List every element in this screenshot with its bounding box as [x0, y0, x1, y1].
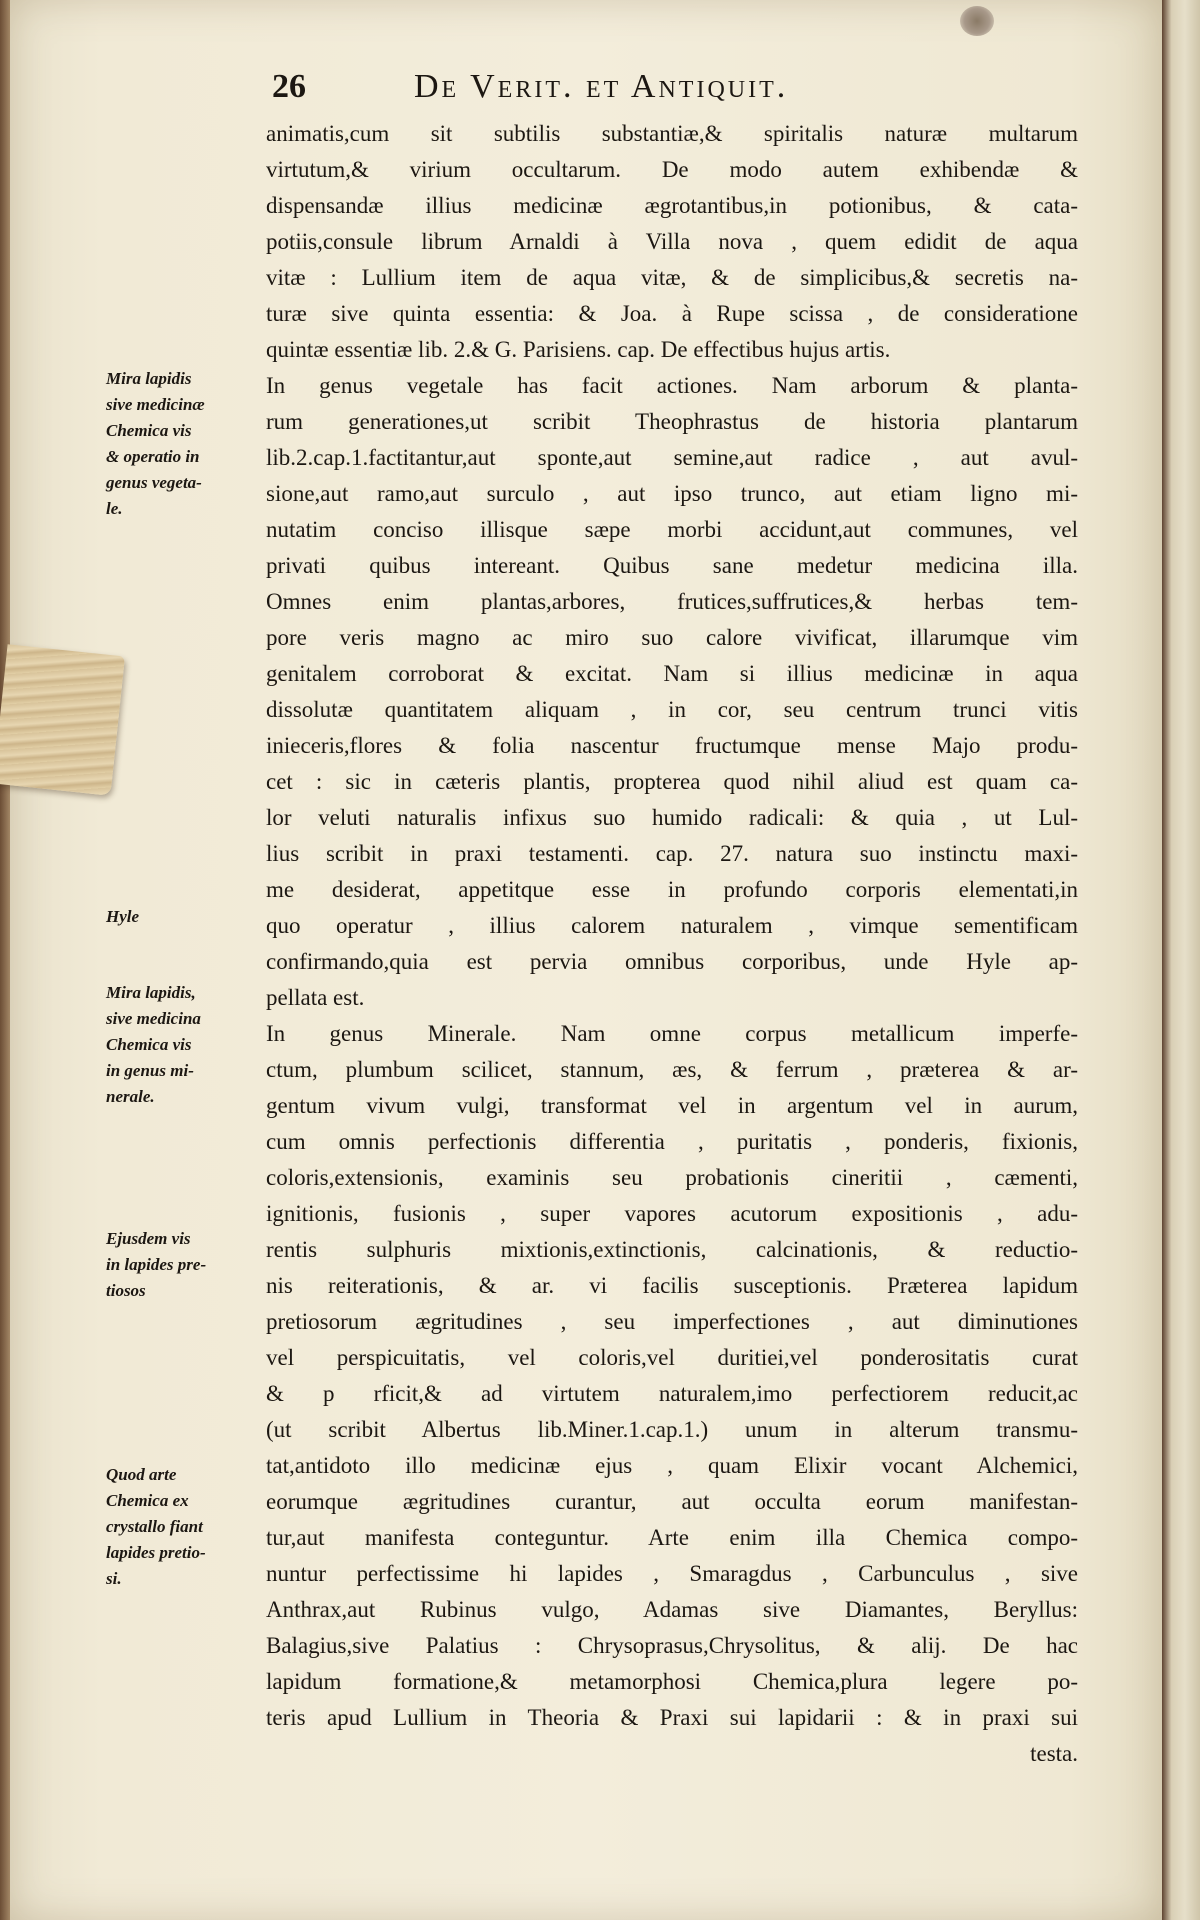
margin-note-line: & operatio in	[106, 447, 200, 466]
margin-note-line: in lapides pre-	[106, 1255, 207, 1274]
text-line: ctum, plumbum scilicet, stannum, æs, & ferrum , præterea & ar-	[266, 1057, 1078, 1082]
text-line: rum generationes,ut scribit Theophrastus de historia plantarum	[266, 409, 1078, 434]
text-line: Omnes enim plantas,arbores, frutices,suffrutices,& herbas tem-	[266, 589, 1078, 614]
margin-note-hyle	[106, 904, 258, 930]
margin-note-line: genus vegeta-	[106, 473, 202, 492]
margin-note-line: crystallo fiant	[106, 1517, 203, 1536]
margin-note-lapides-pretiosi	[106, 1226, 258, 1304]
text-line: dissolutæ quantitatem aliquam , in cor, seu centrum trunci vitis	[266, 697, 1078, 722]
margin-note-line: Chemica ex	[106, 1491, 189, 1510]
margin-note-vegetale	[106, 366, 258, 522]
text-line: vitæ : Lullium item de aqua vitæ, & de simplicibus,& secretis na-	[266, 265, 1078, 290]
margin-note-line: Quod arte	[106, 1465, 177, 1484]
text-line: (ut scribit Albertus lib.Miner.1.cap.1.) unum in alterum transmu-	[266, 1417, 1078, 1442]
text-line: coloris,extensionis, examinis seu probationis cineritii , cæmenti,	[266, 1165, 1078, 1190]
margin-note-line: Hyle	[106, 907, 140, 926]
text-line: gentum vivum vulgi, transformat vel in argentum vel in aurum,	[266, 1093, 1078, 1118]
text-line: potiis,consule librum Arnaldi à Villa nova , quem edidit de aqua	[266, 229, 1078, 254]
text-line: nuntur perfectissime hi lapides , Smaragdus , Carbunculus , sive	[266, 1561, 1078, 1586]
text-line: sione,aut ramo,aut surculo , aut ipso trunco, aut etiam ligno mi-	[266, 481, 1078, 506]
text-line: cum omnis perfectionis differentia , puritatis , ponderis, fixionis,	[266, 1129, 1078, 1154]
text-line: eorumque ægritudines curantur, aut occulta eorum manifestan-	[266, 1489, 1078, 1514]
margin-note-line: sive medicina	[106, 1009, 201, 1028]
catchword: testa.	[1030, 1741, 1078, 1766]
margin-note-line: le.	[106, 499, 123, 518]
margin-note-line: Chemica vis	[106, 1035, 192, 1054]
text-line: turæ sive quinta essentia: & Joa. à Rupe scissa , de consideratione	[266, 301, 1078, 326]
text-line: Balagius,sive Palatius : Chrysoprasus,Chrysolitus, & alij. De hac	[266, 1633, 1078, 1658]
wooden-page-marker	[0, 644, 125, 796]
text-line: quintæ essentiæ lib. 2.& G. Parisiens. cap. De effectibus hujus artis.	[266, 337, 891, 362]
text-line: pretiosorum ægritudines , seu imperfectiones , aut diminutiones	[266, 1309, 1078, 1334]
text-line: lapidum formatione,& metamorphosi Chemica,plura legere po-	[266, 1669, 1078, 1694]
text-line: lor veluti naturalis infixus suo humido radicali: & quia , ut Lul-	[266, 805, 1078, 830]
text-line: nis reiterationis, & ar. vi facilis susceptionis. Præterea lapidum	[266, 1273, 1078, 1298]
text-line: ignitionis, fusionis , super vapores acutorum expositionis , adu-	[266, 1201, 1078, 1226]
running-title: De Verit. et Antiquit.	[414, 68, 789, 105]
text-line: quo operatur , illius calorem naturalem , vimque sementificam	[266, 913, 1078, 938]
text-line: inieceris,flores & folia nascentur fructumque mense Majo produ-	[266, 733, 1078, 758]
text-line: genitalem corroborat & excitat. Nam si illius medicinæ in aqua	[266, 661, 1078, 686]
text-line: me desiderat, appetitque esse in profundo corporis elementati,in	[266, 877, 1078, 902]
text-line: Anthrax,aut Rubinus vulgo, Adamas sive Diamantes, Beryllus:	[266, 1597, 1078, 1622]
margin-note-line: Mira lapidis,	[106, 983, 196, 1002]
text-line: teris apud Lullium in Theoria & Praxi sui lapidarii : & in praxi sui	[266, 1705, 1078, 1730]
text-line: animatis,cum sit subtilis substantiæ,& spiritalis naturæ multarum	[266, 121, 1078, 146]
margin-note-line: si.	[106, 1569, 122, 1588]
margin-note-line: lapides pretio-	[106, 1543, 206, 1562]
margin-note-crystallo	[106, 1462, 258, 1592]
text-line: rentis sulphuris mixtionis,extinctionis, calcinationis, & reductio-	[266, 1237, 1078, 1262]
margin-note-line: Mira lapidis	[106, 369, 192, 388]
margin-note-line: sive medicinæ	[106, 395, 205, 414]
text-line: & p rficit,& ad virtutem naturalem,imo perfectiorem reducit,ac	[266, 1381, 1078, 1406]
page-edge-right	[1162, 0, 1200, 1920]
text-line: dispensandæ illius medicinæ ægrotantibus,in potionibus, & cata-	[266, 193, 1078, 218]
text-line: vel perspicuitatis, vel coloris,vel duritiei,vel ponderositatis curat	[266, 1345, 1078, 1370]
margin-note-line: tiosos	[106, 1281, 146, 1300]
margin-note-line: Ejusdem vis	[106, 1229, 191, 1248]
text-line: In genus Minerale. Nam omne corpus metallicum imperfe-	[266, 1021, 1078, 1046]
margin-note-minerale	[106, 980, 258, 1110]
page-number: 26	[272, 68, 306, 105]
text-line: nutatim conciso illisque sæpe morbi accidunt,aut communes, vel	[266, 517, 1078, 542]
text-line: virtutum,& virium occultarum. De modo autem exhibendæ &	[266, 157, 1078, 182]
margin-note-line: nerale.	[106, 1087, 155, 1106]
text-line: lib.2.cap.1.factitantur,aut sponte,aut semine,aut radice , aut avul-	[266, 445, 1078, 470]
margin-note-line: in genus mi-	[106, 1061, 194, 1080]
page-header	[272, 68, 1062, 114]
text-line: tat,antidoto illo medicinæ ejus , quam Elixir vocant Alchemici,	[266, 1453, 1078, 1478]
text-line: tur,aut manifesta conteguntur. Arte enim illa Chemica compo-	[266, 1525, 1078, 1550]
text-line: confirmando,quia est pervia omnibus corporibus, unde Hyle ap-	[266, 949, 1078, 974]
text-line: pellata est.	[266, 985, 365, 1010]
text-line: privati quibus intereant. Quibus sane medetur medicina illa.	[266, 553, 1078, 578]
margin-note-line: Chemica vis	[106, 421, 192, 440]
text-line: In genus vegetale has facit actiones. Nam arborum & planta-	[266, 373, 1078, 398]
text-line: pore veris magno ac miro suo calore vivificat, illarumque vim	[266, 625, 1078, 650]
text-line: cet : sic in cæteris plantis, propterea quod nihil aliud est quam ca-	[266, 769, 1078, 794]
paper-stain	[960, 6, 994, 36]
text-line: lius scribit in praxi testamenti. cap. 27. natura suo instinctu maxi-	[266, 841, 1078, 866]
